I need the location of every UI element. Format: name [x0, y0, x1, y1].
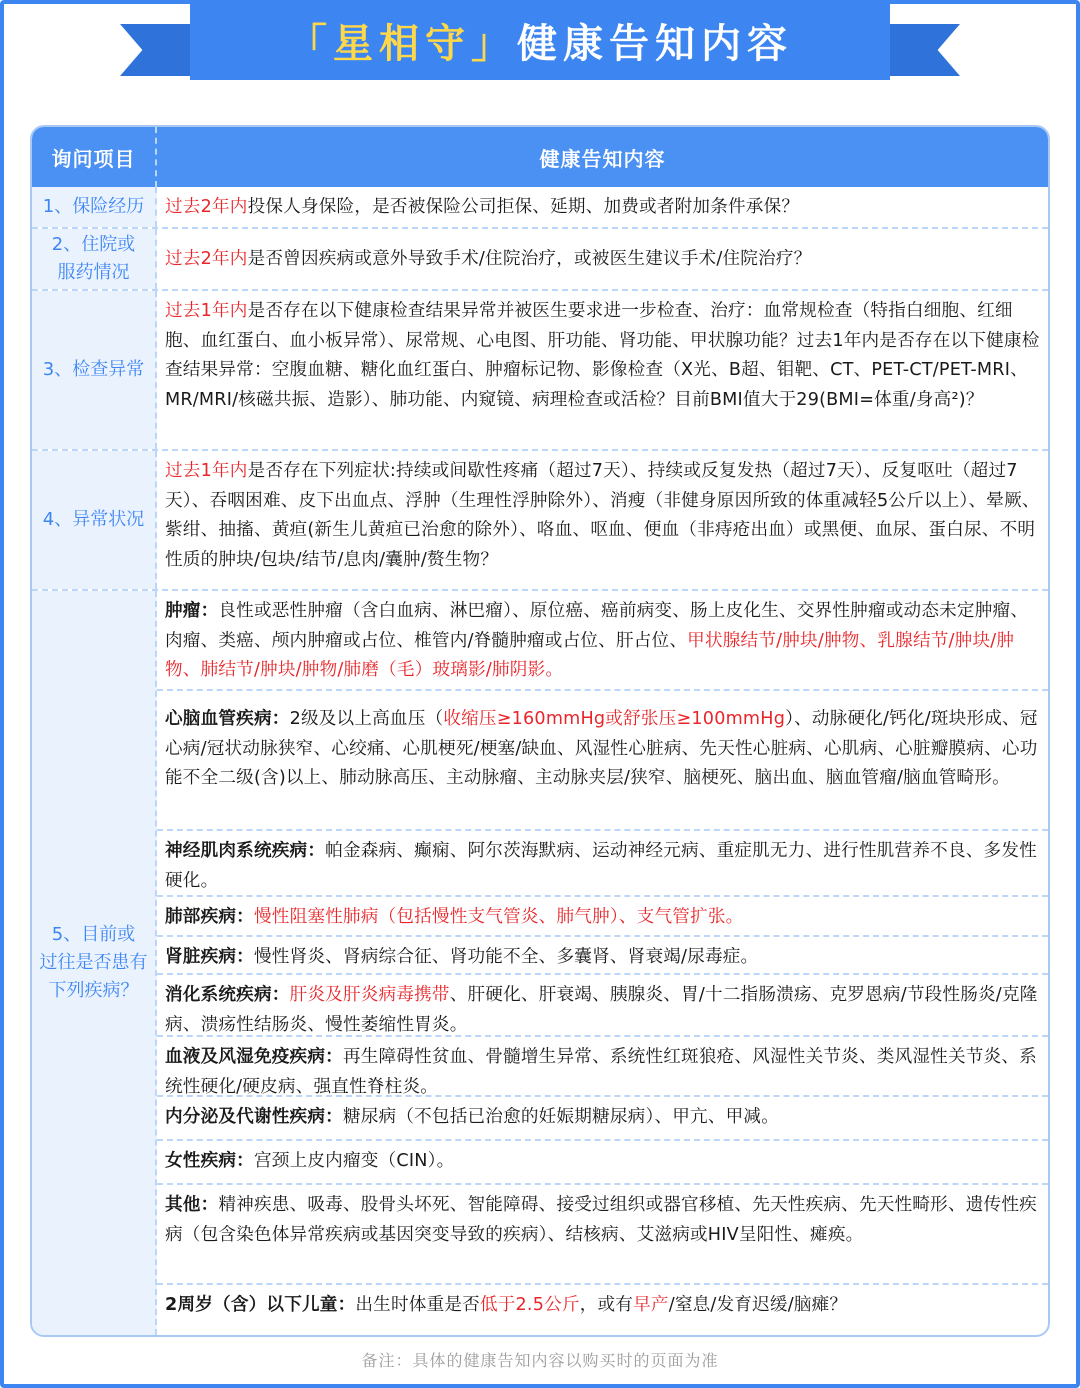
disease-category: 消化系统疾病：: [165, 985, 290, 1005]
label-line: 过往是否患有: [39, 952, 148, 973]
label-line: 2、住院或: [51, 234, 136, 255]
disease-lung: [157, 897, 1048, 937]
disease-blood: [157, 1037, 1048, 1097]
time-range: 过去1年内: [165, 301, 248, 321]
disease-text: 2级及以上高血压（: [289, 709, 444, 729]
disease-category: 其他：: [165, 1195, 219, 1215]
table-row-insurance-history: [32, 187, 1048, 229]
label-line: 5、目前或: [51, 924, 136, 945]
disease-neuro: [157, 831, 1048, 897]
row-content: [157, 187, 1048, 227]
title-text: 健康告知内容: [517, 20, 793, 67]
disease-list: [157, 591, 1048, 1335]
disease-text: 精神疾患、吸毒、股骨头坏死、智能障碍、接受过组织或器官移植、先天性疾病、先天性畸形、遗传性疾病（包含染色体异常疾病或基因突变导致的疾病）、结核病、艾滋病或HIV呈阳性、瘫痪。: [165, 1195, 1037, 1245]
disease-female: [157, 1141, 1048, 1185]
disease-text: 良性或恶性肿瘤（含白血病、淋巴瘤）、原位癌、癌前病变、肠上皮化生、交界性肿瘤或动态未定肿瘤、肉瘤、类癌、颅内肿瘤或占位、椎管内/脊髓肿瘤或占位、肝占位、: [165, 601, 1029, 651]
disease-text: 帕金森病、癫痫、阿尔茨海默病、运动神经元病、重症肌无力、进行性肌营养不良、多发性硬化。: [165, 841, 1037, 891]
table-row-hospitalization: [32, 229, 1048, 291]
table-row-abnormal-checkup: [32, 291, 1048, 451]
banner-body: [190, 0, 890, 80]
disease-highlight: 肝炎及肝炎病毒携带: [289, 985, 450, 1005]
product-name: 「星相守」: [287, 20, 517, 67]
disease-category: 肺部疾病：: [165, 907, 254, 927]
time-range: 过去2年内: [165, 197, 248, 217]
title-banner: [0, 0, 1080, 110]
row-text: [157, 239, 817, 280]
disease-text: 糖尿病（不包括已治愈的妊娠期糖尿病）、甲亢、甲减。: [342, 1107, 779, 1127]
row-text: [157, 291, 1048, 420]
banner-ribbon-left: [120, 24, 200, 76]
table-header: [32, 127, 1048, 187]
disease-text: /窒息/发育迟缓/脑瘫？: [668, 1295, 848, 1315]
banner-ribbon-right: [880, 24, 960, 76]
disease-highlight: 慢性阻塞性肺病（包括慢性支气管炎、肺气肿）、支气管扩张。: [253, 907, 744, 927]
label-line: 下列疾病？: [48, 980, 139, 1001]
disease-text: 出生时体重是否: [355, 1295, 480, 1315]
footnote: 备注：具体的健康告知内容以购买时的页面为准: [361, 1351, 719, 1370]
time-range: 过去1年内: [165, 461, 248, 481]
disease-kidney: [157, 937, 1048, 975]
disease-text: ，或有: [579, 1295, 634, 1315]
question-text: 是否存在以下健康检查结果异常并被医生要求进一步检查、治疗：血常规检查（特指白细胞、红细胞、血红蛋白、血小板异常）、尿常规、心电图、肝功能、肾功能、甲状腺功能？过去1年内是否存在以下健康检查结果异常：空腹血糖、糖化血红蛋白、肿瘤标记物、影像检查（X光、B超、钼靶、CT、PET-CT/PET-MRI、MR/MRI/核磁共振、造影）、肺功能、内窥镜、病理检查或活检？目前BMI值大于29(BMI=体重/身高²)？: [165, 301, 1040, 410]
disease-category: 肾脏疾病：: [165, 947, 254, 967]
disease-digestive: [157, 975, 1048, 1037]
disease-category: 内分泌及代谢性疾病：: [165, 1107, 343, 1127]
disease-category: 女性疾病：: [165, 1151, 254, 1171]
question-text: 是否曾因疾病或意外导致手术/住院治疗，或被医生建议手术/住院治疗？: [247, 248, 812, 269]
header-content-column: 健康告知内容: [539, 146, 666, 171]
health-notice-table: [30, 125, 1050, 1337]
disease-category: 神经肌肉系统疾病：: [165, 841, 326, 861]
disease-category: 2周岁（含）以下儿童：: [165, 1295, 356, 1315]
question-text: 是否存在下列症状:持续或间歇性疼痛（超过7天）、持续或反复发热（超过7天）、反复呕吐（超过7天）、吞咽困难、皮下出血点、浮肿（生理性浮肿除外）、消瘦（非健身原因所致的体重减轻5公斤以上）、晕厥、紫绀、抽搐、黄疸(新生儿黄疸已治愈的除外）、咯血、呕血、便血（非痔疮出血）或黑便、血尿、蛋白尿、不明性质的肿块/包块/结节/息肉/囊肿/赘生物？: [165, 461, 1040, 570]
disease-highlight: 甲状腺结节/肿块/肿物、乳腺结节/肿块/肿物、肺结节/肿块/肿物/肺磨（毛）玻璃影/肺阴影。: [165, 630, 1015, 680]
disease-text: 宫颈上皮内瘤变（CIN）。: [253, 1151, 455, 1171]
table-row-abnormal-symptoms: [32, 451, 1048, 591]
label-line: 服药情况: [57, 262, 130, 283]
row-label: [32, 591, 157, 1335]
disease-category: 心脑血管疾病：: [165, 709, 290, 729]
disease-other: [157, 1185, 1048, 1285]
row-text: [157, 187, 1048, 228]
row-content: [157, 451, 1048, 589]
disease-child: [157, 1285, 1048, 1331]
disease-cardio: [157, 691, 1048, 831]
disease-highlight: 收缩压≥160mmHg或舒张压≥100mmHg: [443, 709, 786, 729]
disease-category: 血液及风湿免疫疾病：: [165, 1047, 343, 1067]
disease-category: 肿瘤：: [165, 601, 219, 621]
disease-endocrine: [157, 1097, 1048, 1141]
page-title: [287, 12, 793, 69]
row-label: 1、保险经历: [32, 187, 157, 227]
disease-text: 慢性肾炎、肾病综合征、肾功能不全、多囊肾、肾衰竭/尿毒症。: [253, 947, 759, 967]
disease-highlight: 早产: [633, 1295, 669, 1315]
row-label: [32, 229, 157, 289]
table-row-diseases: [32, 591, 1048, 1335]
disease-text: ）、动脉硬化/钙化/斑块形成、冠心病/冠状动脉狭窄、心绞痛、心肌梗死/梗塞/缺血、风湿性心脏病、先天性心脏病、心肌病、心脏瓣膜病、心功能不全二级(含)以上、肺动脉高压、主动脉瘤、主动脉夹层/狭窄、脑梗死、脑出血、脑血管瘤/脑血管畸形。: [165, 709, 1038, 788]
row-label: 4、异常状况: [32, 451, 157, 589]
header-item-column: 询问项目: [32, 127, 157, 187]
question-text: 投保人身保险，是否被保险公司拒保、延期、加费或者附加条件承保？: [247, 197, 800, 217]
row-text: [157, 451, 1048, 580]
disease-tumor: [157, 591, 1048, 691]
row-content: [157, 229, 1048, 289]
time-range: 过去2年内: [165, 248, 248, 269]
disease-highlight: 低于2.5公斤: [479, 1295, 580, 1315]
disease-text: 、肝硬化、肝衰竭、胰腺炎、胃/十二指肠溃疡、克罗恩病/节段性肠炎/克隆病、溃疡性结肠炎、慢性萎缩性胃炎。: [165, 985, 1038, 1035]
row-label: 3、检查异常: [32, 291, 157, 449]
row-content: [157, 291, 1048, 449]
disease-text: 再生障碍性贫血、骨髓增生异常、系统性红斑狼疮、风湿性关节炎、类风湿性关节炎、系统性硬化/硬皮病、强直性脊柱炎。: [165, 1047, 1037, 1097]
